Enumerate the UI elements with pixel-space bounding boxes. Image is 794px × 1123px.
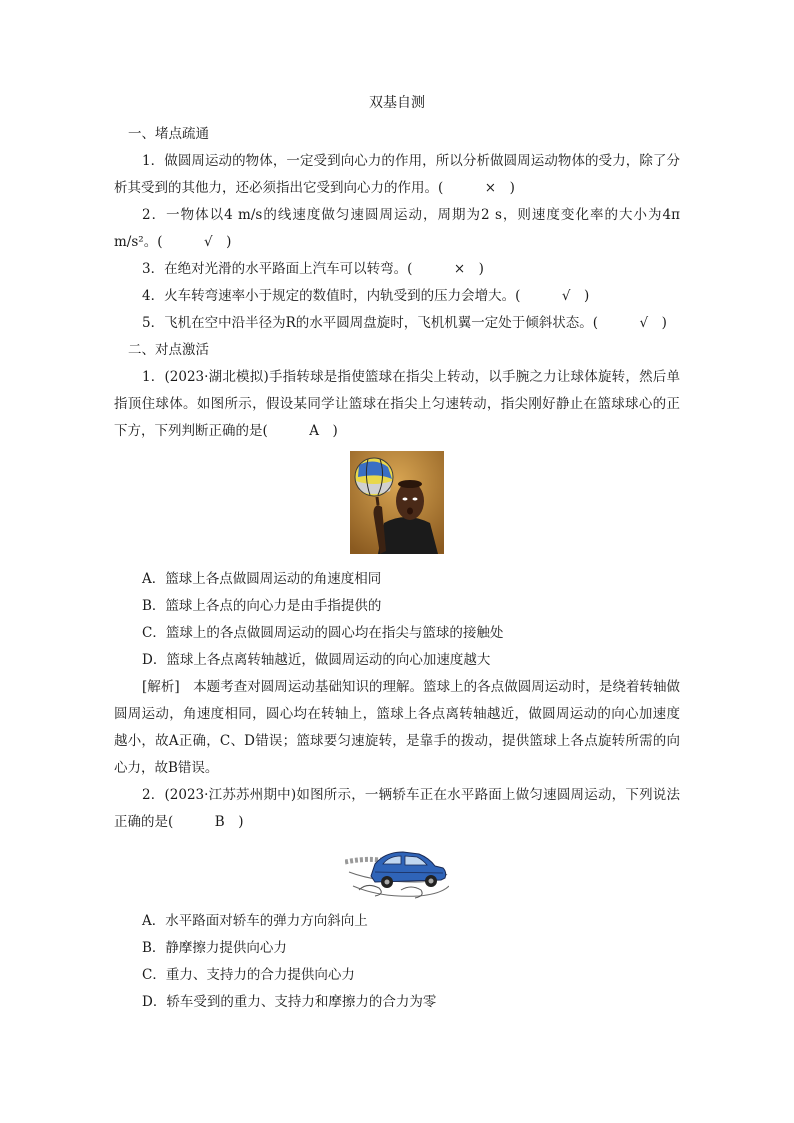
question-2-option-c: C．重力、支持力的合力提供向心力: [142, 967, 355, 983]
section-heading-2: 二、对点激活: [128, 342, 209, 358]
judgement-mark: √: [561, 288, 571, 304]
question-2-option-b: B．静摩擦力提供向心力: [142, 940, 287, 956]
judgement-item-3: 3．在绝对光滑的水平路面上汽车可以转弯。( × ): [114, 256, 680, 283]
judgement-mark: ×: [484, 180, 497, 196]
question-2-answer: B: [214, 814, 225, 830]
judgement-item-4: 4．火车转弯速率小于规定的数值时，内轨受到的压力会增大。( √ ): [114, 283, 680, 310]
basketball-figure: [114, 451, 680, 554]
question-1-stem: 1．(2023·湖北模拟)手指转球是指使篮球在指尖上转动，以手腕之力让球体旋转，然后单指顶住球体。如图所示，假设某同学让篮球在指尖上匀速转动，指尖刚好静止在篮球球心的正下方，下列判断正确的是( A ): [114, 364, 680, 445]
question-1-option-d: D．篮球上各点离转轴越近，做圆周运动的向心加速度越大: [142, 652, 491, 668]
question-1-option-a: A．篮球上各点做圆周运动的角速度相同: [142, 571, 382, 587]
question-1-answer: A: [309, 423, 320, 439]
section-heading-1: 一、堵点疏通: [128, 126, 209, 142]
car-turning-illustration: [345, 842, 449, 900]
judgement-mark: ×: [453, 261, 466, 277]
question-2-stem: 2．(2023·江苏苏州期中)如图所示，一辆轿车正在水平路面上做匀速圆周运动，下列说法正确的是( B ): [114, 782, 680, 836]
judgement-item-2: 2．一物体以4 m/s的线速度做匀速圆周运动，周期为2 s，则速度变化率的大小为4π m/s²。( √ ): [114, 202, 680, 256]
judgement-item-1: 1．做圆周运动的物体，一定受到向心力的作用，所以分析做圆周运动物体的受力，除了分析其受到的其他力，还必须指出它受到向心力的作用。( × ): [114, 148, 680, 202]
basketball-spin-photo: [350, 451, 444, 554]
document-content: [114, 92, 680, 1016]
question-2-option-d: D．轿车受到的重力、支持力和摩擦力的合力为零: [142, 994, 437, 1010]
car-figure: [114, 842, 680, 900]
judgement-item-5: 5．飞机在空中沿半径为R的水平圆周盘旋时，飞机机翼一定处于倾斜状态。( √ ): [114, 310, 680, 337]
question-1-analysis: [解析] 本题考查对圆周运动基础知识的理解。篮球上的各点做圆周运动时，是绕着转轴做圆周运动，角速度相同，圆心均在转轴上，篮球上各点离转轴越近，做圆周运动的向心加速度越小，故A正确，C、D错误；篮球要匀速旋转，是靠手的拨动，提供篮球上各点旋转所需的向心力，故B错误。: [114, 679, 680, 776]
judgement-mark: √: [203, 234, 213, 250]
question-1-option-b: B．篮球上各点的向心力是由手指提供的: [142, 598, 382, 614]
judgement-mark: √: [639, 315, 649, 331]
question-1-option-c: C．篮球上的各点做圆周运动的圆心均在指尖与篮球的接触处: [142, 625, 504, 641]
page-title: 双基自测: [369, 95, 425, 111]
question-2-option-a: A．水平路面对轿车的弹力方向斜向上: [142, 913, 368, 929]
